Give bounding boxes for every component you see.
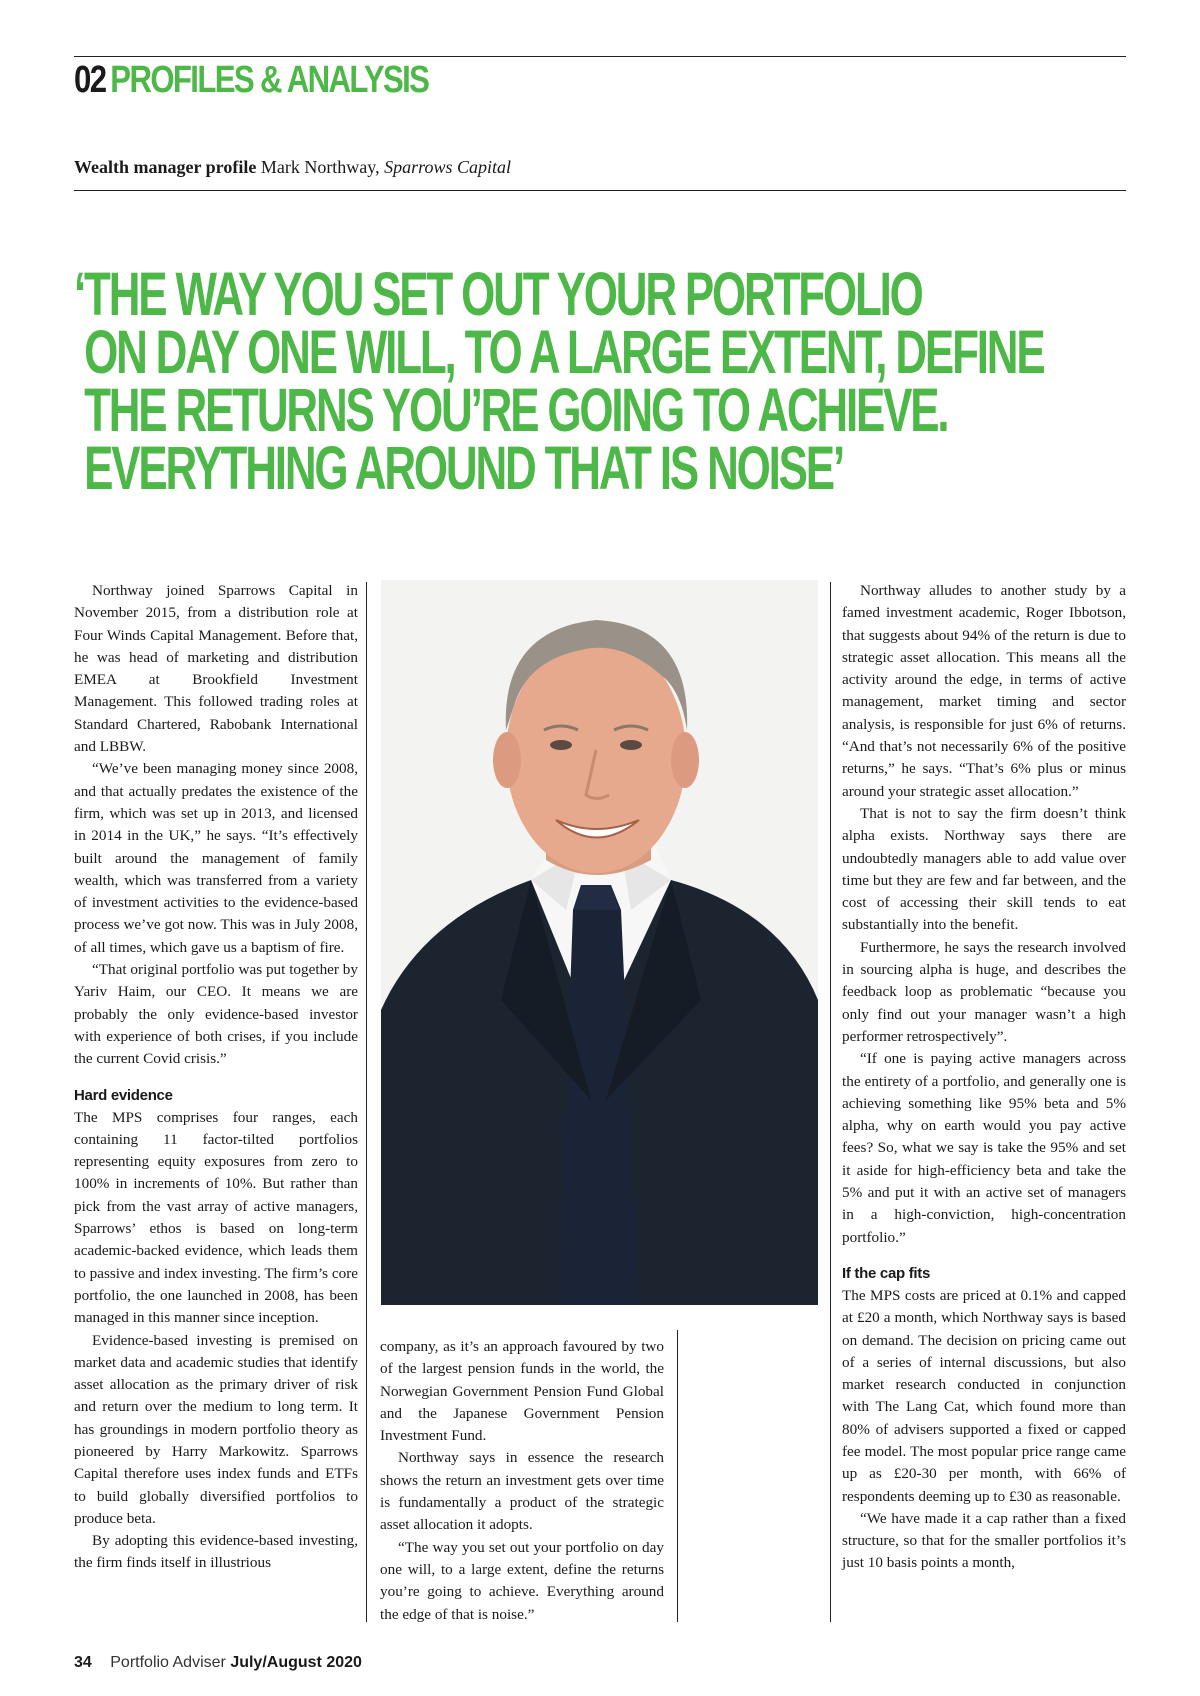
column-divider bbox=[366, 582, 367, 1622]
pull-quote-line: EVERYTHING AROUND THAT IS NOISE’ bbox=[84, 434, 843, 502]
pull-quote-line: ‘THE WAY YOU SET OUT YOUR PORTFOLIO bbox=[74, 260, 922, 328]
issue-date: July/August 2020 bbox=[230, 1654, 362, 1671]
portrait-illustration bbox=[381, 580, 818, 1305]
paragraph: By adopting this evidence-based investing, the firm finds itself in illustrious bbox=[74, 1532, 358, 1572]
paragraph: “That original portfolio was put together by Yariv Haim, our CEO. It means we are probably the only evidence-based investor with experience of both crises, if you include the current Covid crisis.” bbox=[74, 961, 358, 1068]
subheading: Hard evidence bbox=[74, 1086, 173, 1104]
page-number: 34 bbox=[74, 1654, 92, 1671]
byline bbox=[74, 157, 511, 178]
paragraph: “We have made it a cap rather than a fixed structure, so that for the smaller portfolios it’s just 10 basis points a month, bbox=[842, 1509, 1126, 1572]
byline-label: Wealth manager profile bbox=[74, 157, 257, 177]
pull-quote bbox=[74, 260, 1044, 502]
section-heading bbox=[74, 60, 428, 100]
top-rule bbox=[74, 56, 1126, 57]
article-column-1 bbox=[74, 580, 358, 1575]
paragraph: “If one is paying active managers across the entirety of a portfolio, and generally one is achieving something like 95% beta and 5% alpha, why on earth would you pay active fees? So, what we say is take the 95% and set it aside for high-efficiency beta and take the 5% and put it with an active set of managers in a high-conviction, high-concentration portfolio.” bbox=[842, 1050, 1126, 1246]
paragraph: “The way you set out your portfolio on day one will, to a large extent, define the returns you’re going to achieve. Everything around the edge of that is noise.” bbox=[380, 1538, 664, 1623]
column-divider bbox=[677, 1330, 678, 1622]
paragraph: Evidence-based investing is premised on market data and academic studies that identify asset allocation as the primary driver of risk and return over the medium to long term. It has groundings in modern portfolio theory as pioneered by Harry Markowitz. Sparrows Capital therefore uses index funds and ETFs to build globally diversified portfolios to produce beta. bbox=[74, 1331, 358, 1527]
pull-quote-line: THE RETURNS YOU’RE GOING TO ACHIEVE. bbox=[84, 376, 948, 444]
paragraph: “We’ve been managing money since 2008, and that actually predates the existence of the firm, which was set up in 2013, and licensed in 2014 in the UK,” he says. “It’s effectively built around the management of family wealth, which was transferred from a variety of investment activities to the evidence-based process we’ve got now. This was in July 2008, of all times, which gave us a baptism of fire. bbox=[74, 760, 358, 956]
article-column-3 bbox=[842, 580, 1126, 1575]
paragraph: Northway says in essence the research shows the return an investment gets over time is fundamentally a product of the strategic asset allocation it adopts. bbox=[380, 1449, 664, 1534]
paragraph: The MPS comprises four ranges, each containing 11 factor-tilted portfolios representing equity exposures from zero to 100% in increments of 10%. But rather than pick from the vast array of active managers, Sparrows’ ethos is based on long-term academic-backed evidence, which leads them to passive and index investing. The firm’s core portfolio, the one launched in 2008, has been managed in this manner since inception. bbox=[74, 1108, 359, 1327]
paragraph: That is not to say the firm doesn’t think alpha exists. Northway says there are undoubtedly managers able to add value over time but they are few and far between, and the cost of accessing their skill tends to eat substantially into the benefit. bbox=[842, 804, 1126, 934]
byline-rule bbox=[74, 190, 1126, 191]
section-title: PROFILES & ANALYSIS bbox=[110, 59, 429, 101]
column-divider bbox=[830, 582, 831, 1622]
page-footer bbox=[74, 1654, 362, 1672]
subheading: If the cap fits bbox=[842, 1264, 931, 1282]
paragraph: Furthermore, he says the research involved in sourcing alpha is huge, and describes the feedback loop as problematic “because you only find out your manager wasn’t a high performer retrospectively”. bbox=[842, 938, 1126, 1045]
article-column-2 bbox=[380, 1336, 664, 1626]
portrait-photo bbox=[381, 580, 818, 1305]
pull-quote-line: ON DAY ONE WILL, TO A LARGE EXTENT, DEFINE bbox=[84, 318, 1044, 386]
paragraph: Northway joined Sparrows Capital in November 2015, from a distribution role at Four Winds Capital Management. Before that, he was head of marketing and distribution EMEA at Brookfield Investment Management. This followed trading roles at Standard Chartered, Rabobank International and LBBW. bbox=[74, 582, 358, 756]
paragraph: Northway alludes to another study by a famed investment academic, Roger Ibbotson, that suggests about 94% of the return is due to strategic asset allocation. This means all the activity around the edge, in terms of active management, market timing and sector analysis, is responsible for just 6% of returns. “And that’s not necessarily 6% of the positive returns,” he says. “That’s 6% plus or minus around your strategic asset allocation.” bbox=[842, 582, 1126, 800]
paragraph: The MPS costs are priced at 0.1% and capped at £20 a month, which Northway says is based on demand. The decision on pricing came out of a series of internal discussions, but also market research conducted in conjunction with The Lang Cat, which found more than 80% of advisers supported a fixed or capped fee model. The most popular price range came up as £20-30 per month, with 66% of respondents deeming up to £30 as reasonable. bbox=[842, 1286, 1126, 1505]
publication-name: Portfolio Adviser bbox=[110, 1654, 226, 1671]
section-number: 02 bbox=[74, 59, 106, 101]
byline-name: Mark Northway, bbox=[260, 157, 380, 177]
byline-company: Sparrows Capital bbox=[384, 157, 512, 177]
paragraph: company, as it’s an approach favoured by two of the largest pension funds in the world, the Norwegian Government Pension Fund Global and the Japanese Government Pension Investment Fund. bbox=[380, 1338, 664, 1445]
